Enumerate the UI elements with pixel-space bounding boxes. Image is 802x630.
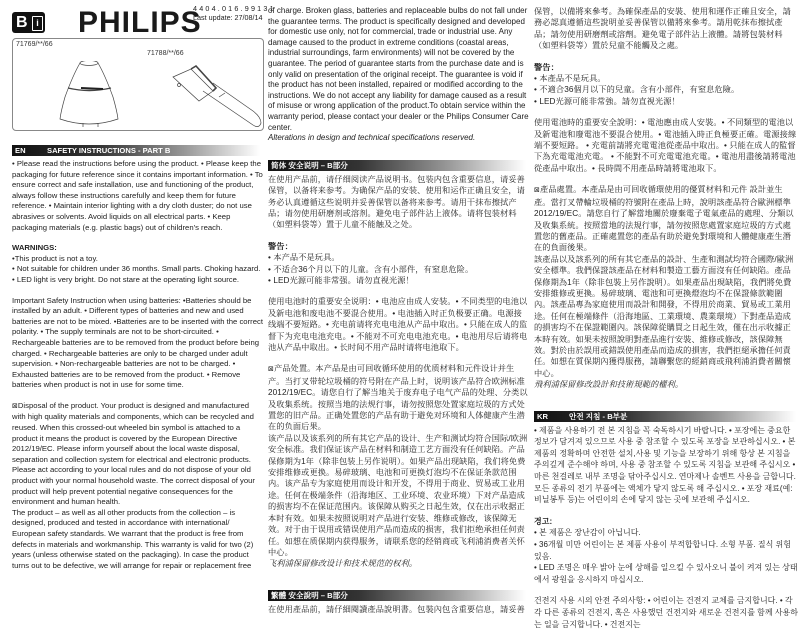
part-b-info-badge [12, 12, 45, 33]
kr-warning-item: • 본 제품은 장난감이 아닙니다. [534, 528, 641, 538]
kr-intro: • 제품을 사용하기 전 본 지침을 꼭 숙독하시기 바랍니다. • 포장에는 중요한 정보가 담겨져 있으므로 사용 중 참조할 수 있도록 포장을 보관하십시오. • 본 제품의 정확하며 안전한 설치,사용 및 기능을 보장하기 위해 항상 본 지침을 주의깊게 준수해야 하며, 사용 중 참조할 수 있도록 지침을 보관해 주십시오 • 마른 천걸레로 내부 조명을 닦아주십시오. 연마제나 솔벤트 사용을 금합니다.모든 종류의 전기 부품에는 액체가 닿지 않도록 해 주십시오. • 포장 재료(예: 비닐봉투 등)는 어린이의 손에 닿지 않는 곳에 보관해 주십시오. [534, 425, 796, 505]
right-column [534, 6, 798, 630]
section-header-zh-simplified [268, 160, 526, 171]
section-title: 安全说明 – B部分 [288, 160, 348, 170]
zh-s-warning-item: • 不适合36个月以下的儿童。含有小部件，有窒息危险。 [268, 264, 474, 274]
crossed-bin-icon: ⊠ [268, 366, 274, 374]
zh-t-warning-item: • 本產品不是玩具。 [534, 74, 606, 84]
en-warning-item: • LED light is very bright. Do not stare at the operating light source. [12, 274, 240, 284]
zh-t-disposal-text: 產品處置。本產品是由可回收循環使用的優質材料和元件 設計並生產。當打叉帶輪垃圾桶的符號附在產品上時，說明該產品符合歐洲標準2012/19/EC。請您自行了解當地關於廢棄電子電氣產品的處理、分類以及收集系統。按照當地的法規行事，請勿按照您處置家庭垃圾的方式處置您的舊產品。正確處置您的產品有助於避免對環境和人體健康產生潛在的負面後果。 [534, 185, 794, 253]
en-warning-item: •This product is not a toy. [12, 253, 98, 263]
zh-t-intro-cont: 保管，以備將來參考。為確保產品的安裝、使用和運作正確且安全，請務必認真遵循這些說明並妥善保管以備將來參考。請用乾抹布擦拭產品；請勿使用研磨劑或溶劑。避免電子部件沾上液體。請將包裝材料（如塑料袋等）置於兒童不能觸及之處。 [534, 7, 791, 51]
zh-t-warning-item: • LED光源可能非常強。請勿直視光源！ [534, 96, 680, 106]
language-code: KR [537, 411, 548, 421]
en-warranty-part2: of charge. Broken glass, batteries and replaceable bulbs do not fall under the guarantee terms. The product is specifically designed and developed for domestic use only, not for commercial, trade or industrial use. Any damage caused to the product in extreme conditions (coastal areas, industrial surroundings, farm environments) will not be covered by the guarantee. The period of guarantee starts from the purchase date and is only valid on presentation of the original receipt. The guarantee is void if the product has not been installed, repaired or modified according to the instructions. We do not accept any liability for damage caused as a result of misuse or wrong application of the product.To obtain service within the warranty period, please contact your dealer or the Philips Consumer Care center. [268, 6, 529, 132]
zh-s-warranty: 该产品以及该系列的所有其它产品的设计、生产和测试均符合国际/欧洲安全标准。我们保证该产品在材料和制造工艺方面没有任何缺陷。产品保修期为1年（除非包装上另作说明）。如果产品出现缺陷，我们将免费安排维修或更换。易碎玻璃、电池和可更换灯泡均不在保证条款范围内。该产品专为家庭使用而设计和开发，不得用于商业、贸易或工业用途。任何在极端条件（沿海地区、工业环境、农业环境）下对产品造成的损害均不在保证范围内。该保障从购买之日起生效，仅在出示收据正本时有效。如果未按照说明对产品进行安装、维修或修改，该保障无效。对于由于误用或错误使用产品而造成的损害，我们拒绝承担任何责任。如想在质保期内获得服务，请联系您的经销商或飞利浦消费者关怀中心。 [268, 433, 528, 557]
zh-s-disposal [268, 363, 530, 432]
badge-letter: B [16, 14, 28, 31]
section-title: 安全說明 – B部分 [288, 590, 348, 600]
kr-batteries: 건전지 사용 시의 안전 주의사항: • 어린이는 건전지 교체를 금지합니다. • 각각 다른 종류의 건전지, 혹은 사용했던 건전지와 새로운 건전지를 함께 사용하는 일을 금지합니다. • 건전지는 [534, 596, 799, 629]
zh-s-warning-item: • 本产品不是玩具。 [268, 253, 340, 263]
flashlight-drawing [173, 66, 261, 127]
brand-logo: PHILIPS [78, 6, 202, 39]
kr-warning-item: • LED 조명은 매우 밝아 눈에 상해를 일으킬 수 있사오니 불이 켜져 있는 상태에서 광원을 응시하지 마십시오. [534, 563, 798, 584]
zh-s-warnings-title: 警告： [268, 241, 293, 251]
section-title: 안전 지침 - B부분 [569, 411, 628, 421]
left-column [12, 145, 264, 571]
en-disposal-text: Disposal of the product. Your product is designed and manufactured with high quality materials and components, which can be recycled and reused. When this crossed-out wheeled bin symbol is attached to a product it means the product is covered by the European Directive 2012/19/EC. Please inform yourself about the local waste disposal, separation and collection system for electrical and electronic products. Please act according to your local rules and do not dispose of your old product with your normal household waste. The correct disposal of your product will help prevent potential negative consequences for the environment and human health. [12, 400, 255, 507]
en-intro: • Please read the instructions before using the product. • Please keep the packaging for future reference since it contains important information. • To ensure correct and safe installation, use and functioning of the product, always follow these instructions carefully and keep them for future reference. • Maintain interior lighting with a dry cloth duster; do not use abrasives or solvents. Avoid liquids on all electrical parts. • Keep packaging materials (e.g. plastic bags) out of children's reach. [12, 159, 263, 232]
zh-s-alterations: 飞利浦保留修改设计和技术规范的权利。 [268, 559, 418, 569]
zh-t-intro-start: 在使用產品前，請仔細閱讀產品說明書。包裝內包含重要信息，請妥善 [268, 604, 525, 614]
en-warnings-title: WARNINGS: [12, 243, 57, 253]
en-batteries: Important Safety Instruction when using batteries: •Batteries should be installed by an adult. • Different types of batteries and new and used batteries are not to be mixed. •Batteries are to be inserted with the correct polarity. • The supply terminals are not to be short-circuited. • Rechargeable batteries are to be removed from the product before being charged. • Rechargeable batteries are only to be charged under adult supervision. • Non-rechargeable batteries are not to be charged. • Exhausted batteries are to be removed from the product. • Remove batteries when product is not in use for some time. [12, 295, 263, 390]
model-number-lamp: 71769/**/66 [16, 41, 53, 48]
product-drawings [13, 61, 263, 130]
zh-s-batteries: 使用电池时的重要安全说明：• 电池应由成人安装。• 不同类型的电池以及新电池和废电池不要混合使用。• 电池插入时正负极要正确。电源接线端不要短路。• 充电前请将充电电池从产品中取出。• 只能在成人的监督下为充电电池充电。• 不能对不可充电电池充电。• 电池用尽后请将电池从产品中取出。• 长时间不用产品时请将电池取下。 [268, 297, 528, 352]
document-meta [193, 4, 276, 22]
zh-t-warranty: 該產品以及該系列的所有其它產品的設計、生產和測試均符合國際/歐洲安全標準。我們保證該產品在材料和製造工藝方面沒有任何缺陷。產品保修期為1年（除非包裝上另作說明）。如果產品出現缺陷，我們將免費安排維修或更換。易碎玻璃、電池和可更換燈泡均不在保證條款範圍內。該產品專為家庭使用而設計和開發，不得用於商業、貿易或工業用途。任何在極端條件（沿海地區、工業環境、農業環境）下對產品造成的損害均不在保證範圍內。該保障從購買之日起生效，僅在出示收據正本時有效。如果未按照說明對產品進行安裝、維修或修改，該保障無效。對於由於誤用或錯誤使用產品而造成的損害，我們拒絕承擔任何責任。如想在質保期內獲得服務，請聯繫您的經銷商或飛利浦消費者關懷中心。 [534, 254, 794, 378]
zh-s-disposal-text: 产品处置。本产品是由可回收循环使用的优质材料和元件设计并生产。当打叉带轮垃圾桶的符号附在产品上时，说明该产品符合欧洲标准2012/19/EC。请您自行了解当地关于废弃电子电气产品的处理、分类以及收集系统。按照当地的法规行事，请勿按照您处置家庭垃圾的方式处置您的旧产品。正确处置您的产品有助于避免对环境和人体健康产生潜在的负面后果。 [268, 364, 528, 432]
section-header-en [12, 145, 260, 156]
language-code: 简体 [271, 160, 287, 170]
en-alterations: Alterations in design and technical specifications reserved. [268, 133, 476, 143]
info-icon: i [32, 16, 43, 31]
zh-s-warning-item: • LED光源可能非常强。请勿直视光源！ [268, 275, 414, 285]
section-header-zh-traditional [268, 590, 526, 601]
product-illustrations [12, 38, 264, 131]
document-number: 4404.016.99131 [193, 4, 276, 13]
zh-t-warning-item: • 不適合36個月以下的兒童。含有小部件，有窒息危險。 [534, 85, 740, 95]
language-code: EN [15, 146, 26, 155]
section-title: SAFETY INSTRUCTIONS - PART B [47, 146, 171, 155]
zh-t-alterations: 飛利浦保留修改設計和技術規範的權利。 [534, 380, 684, 390]
last-update: Last update: 27/08/14 [193, 13, 263, 22]
zh-t-batteries: 使用電池時的重要安全說明：• 電池應由成人安裝。• 不同類型的電池以及新電池和廢電池不要混合使用。• 電池插入時正負極要正確。電源接線端不要短路。 • 充電前請將充電電池從產品中取出。• 只能在成人的監督下為充電電池充電。 • 不能對不可充電電池充電。• 電池用盡後請將電池從產品中取出。• 長時間不用產品時請將電池取下。 [534, 118, 797, 173]
model-number-flashlight: 71788/**/66 [147, 50, 184, 57]
zh-s-intro: 在使用产品前，请仔细阅读产品说明书。包装内包含重要信息，请妥善保管，以备将来参考。为确保产品的安装、使用和运作正确且安全，请务必认真遵循这些说明并妥善保管以备将来参考。请用干抹布擦拭产品；请勿使用研磨剂或溶剂。避免电子部件沾上液体。请将包装材料（如塑料袋等）置于儿童不能触及之处。 [268, 174, 525, 230]
kr-warnings-title: 경고: [534, 516, 553, 526]
zh-t-disposal [534, 184, 798, 253]
kr-warning-item: • 36개월 미만 어린이는 본 제품 사용이 부적합합니다. 소형 부품. 질식 위험 있음. [534, 539, 791, 561]
en-warranty-part1: The product – as well as all other products from the collection – is designed, produced and tested in accordance with international/ European safety standards. We warrant that the product is free from defects in materials and workmanship. This warranty is valid for two (2) years (unless otherwise stated on the packaging). In case the product turns out to be defective, we will arrange for repair or replacement free [12, 507, 254, 570]
crossed-bin-icon: ⊠ [534, 187, 540, 195]
middle-column [268, 6, 530, 615]
cone-lamp-drawing [60, 61, 118, 127]
language-code: 繁體 [271, 590, 287, 600]
crossed-bin-icon: ⊠ [12, 402, 18, 410]
en-disposal [12, 401, 264, 508]
en-warning-item: • Not suitable for children under 36 months. Small parts. Choking hazard. [12, 264, 261, 274]
zh-t-warnings-title: 警告： [534, 62, 559, 72]
section-header-kr [534, 411, 796, 422]
